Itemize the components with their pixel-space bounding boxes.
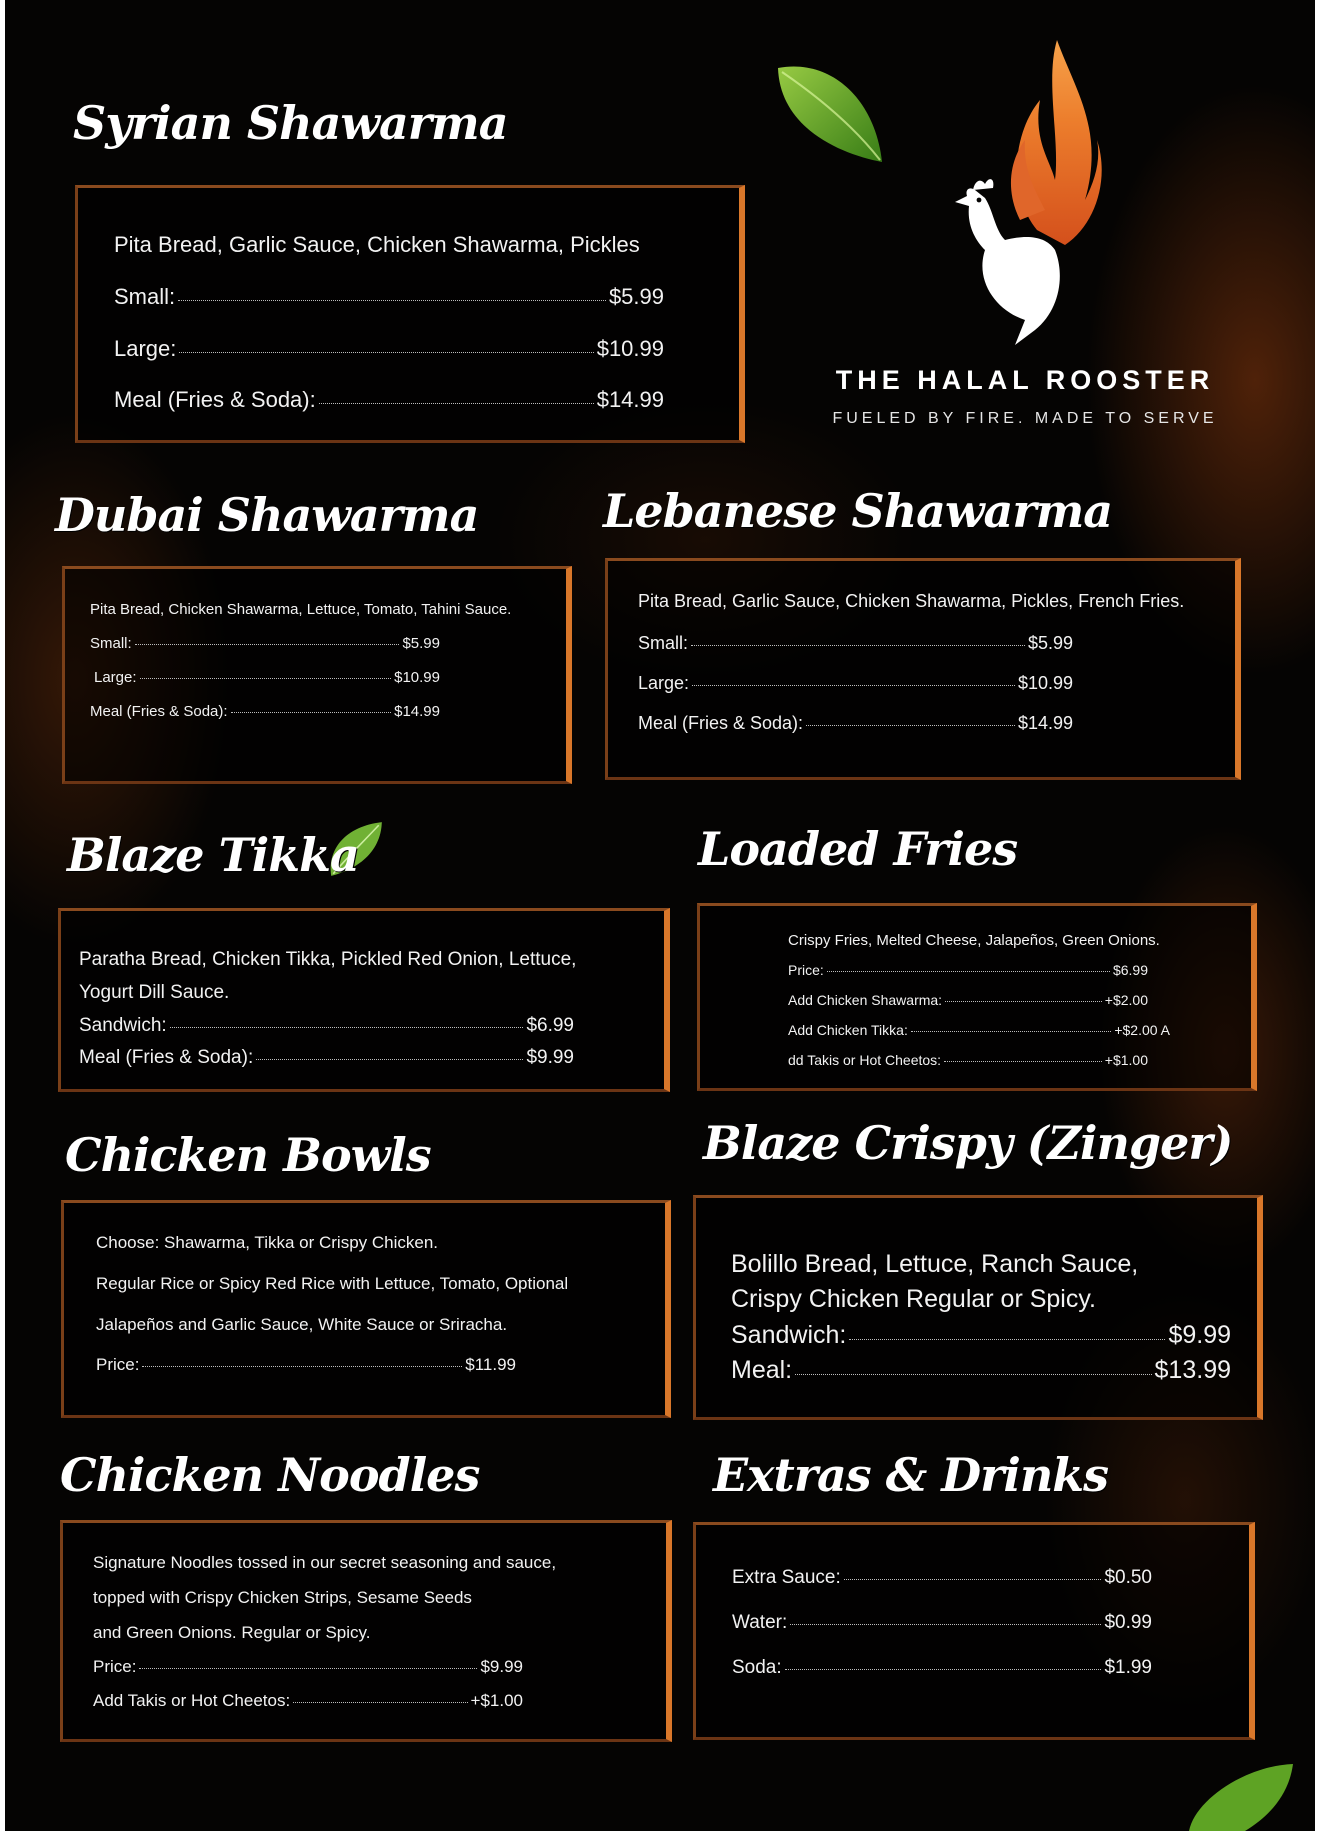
price-value: $10.99 — [596, 336, 664, 361]
price-label: Meal (Fries & Soda): — [114, 387, 316, 412]
price-row — [731, 1356, 1231, 1385]
menu-box-extras — [693, 1522, 1255, 1740]
price-label: Add Takis or Hot Cheetos: — [93, 1691, 291, 1710]
price-row — [731, 1321, 1231, 1350]
dot-leader — [170, 1027, 524, 1028]
price-row — [114, 336, 664, 362]
section-title-zinger: Blaze Crispy (Zinger) — [703, 1116, 1233, 1170]
price-value: $0.99 — [1104, 1612, 1152, 1633]
price-row — [93, 1657, 523, 1677]
item-description: Pita Bread, Garlic Sauce, Chicken Shawarma, Pickles — [114, 232, 640, 257]
price-value: $5.99 — [1027, 633, 1073, 653]
section-title-dubai: Dubai Shawarma — [55, 488, 479, 542]
price-value: $14.99 — [1017, 713, 1073, 733]
price-value: $0.50 — [1104, 1567, 1152, 1588]
section-title-noodles: Chicken Noodles — [60, 1448, 480, 1502]
item-description: Choose: Shawarma, Tikka or Crispy Chicken. — [96, 1233, 439, 1252]
price-label: Price: — [96, 1355, 140, 1374]
section-title-syrian: Syrian Shawarma — [73, 96, 508, 150]
menu-box-dubai — [62, 566, 572, 784]
dot-leader — [179, 352, 593, 353]
price-value: $5.99 — [608, 284, 664, 309]
dot-leader — [178, 300, 606, 301]
brand-block — [805, 30, 1245, 440]
dot-leader — [135, 644, 400, 645]
dot-leader — [319, 403, 594, 404]
price-value: +$2.00 — [1104, 992, 1148, 1008]
price-label: Meal (Fries & Soda): — [638, 713, 804, 733]
menu-box-lebanese — [605, 558, 1241, 780]
item-description: Jalapeños and Garlic Sauce, White Sauce or Sriracha. — [96, 1315, 508, 1334]
dot-leader — [911, 1031, 1111, 1032]
dot-leader — [806, 725, 1015, 726]
price-label: Meal (Fries & Soda): — [90, 703, 228, 720]
price-row — [90, 635, 440, 652]
dot-leader — [140, 678, 392, 679]
price-label: Meal: — [731, 1356, 793, 1384]
dot-leader — [142, 1366, 462, 1367]
price-label: dd Takis or Hot Cheetos: — [788, 1052, 942, 1068]
price-value: $6.99 — [526, 1015, 574, 1036]
price-value: $9.99 — [1168, 1321, 1231, 1349]
section-title-bowls: Chicken Bowls — [65, 1128, 431, 1182]
price-row — [638, 673, 1073, 694]
price-label: Extra Sauce: — [732, 1567, 841, 1588]
price-row — [114, 387, 664, 413]
price-value: $9.99 — [526, 1047, 574, 1068]
section-title-extras: Extras & Drinks — [713, 1448, 1109, 1502]
price-row — [788, 1052, 1148, 1068]
price-label: Small: — [90, 635, 132, 652]
price-row — [638, 713, 1073, 734]
dot-leader — [785, 1669, 1102, 1670]
price-label: Large: — [114, 336, 177, 361]
price-label: Price: — [788, 962, 824, 978]
brand-name: THE HALAL ROOSTER — [835, 365, 1215, 395]
item-description: Pita Bread, Chicken Shawarma, Lettuce, Tomato, Tahini Sauce. — [90, 601, 512, 618]
item-description: Regular Rice or Spicy Red Rice with Lettuce, Tomato, Optional — [96, 1274, 569, 1293]
price-row — [732, 1657, 1152, 1679]
dot-leader — [256, 1059, 523, 1060]
dot-leader — [945, 1001, 1102, 1002]
price-value: $14.99 — [394, 703, 440, 720]
menu-box-fries — [697, 903, 1257, 1091]
item-description: Signature Noodles tossed in our secret seasoning and sauce, — [93, 1553, 557, 1572]
price-label: Sandwich: — [731, 1321, 847, 1349]
menu-box-syrian — [75, 185, 745, 443]
dot-leader — [139, 1668, 477, 1669]
menu-box-tikka — [58, 908, 670, 1092]
price-label: Water: — [732, 1612, 788, 1633]
section-title-fries: Loaded Fries — [698, 822, 1018, 876]
price-row — [732, 1567, 1152, 1589]
item-description: Bolillo Bread, Lettuce, Ranch Sauce, — [731, 1250, 1139, 1278]
leaf-icon — [1185, 1760, 1295, 1831]
price-label: Large: — [94, 669, 137, 686]
price-label: Price: — [93, 1657, 137, 1676]
rooster-flame-logo — [945, 40, 1105, 350]
price-row — [79, 1015, 574, 1037]
price-value: +$1.00 — [1104, 1052, 1148, 1068]
price-value: $11.99 — [465, 1355, 516, 1374]
dot-leader — [844, 1579, 1102, 1580]
price-label: Sandwich: — [79, 1015, 167, 1036]
menu-box-zinger — [693, 1195, 1263, 1420]
price-row — [93, 1691, 523, 1711]
price-row — [788, 1022, 1170, 1038]
menu-page — [5, 0, 1315, 1831]
price-row — [788, 962, 1148, 978]
price-value: $10.99 — [1017, 673, 1073, 693]
dot-leader — [691, 645, 1025, 646]
price-value: $6.99 — [1112, 962, 1148, 978]
price-label: Large: — [638, 673, 690, 693]
price-value: +$1.00 — [470, 1691, 523, 1710]
dot-leader — [231, 712, 392, 713]
item-description: topped with Crispy Chicken Strips, Sesame Seeds — [93, 1588, 472, 1607]
item-description: Crispy Fries, Melted Cheese, Jalapeños, Green Onions. — [788, 932, 1160, 949]
price-value: $5.99 — [402, 635, 440, 652]
dot-leader — [827, 971, 1110, 972]
price-value: $14.99 — [596, 387, 664, 412]
price-label: Soda: — [732, 1657, 782, 1678]
price-row — [94, 669, 440, 686]
price-label: Add Chicken Tikka: — [788, 1022, 908, 1038]
price-value: $9.99 — [480, 1657, 523, 1676]
section-title-tikka: Blaze Tikka — [67, 828, 359, 882]
menu-box-bowls — [61, 1200, 671, 1418]
dot-leader — [944, 1061, 1102, 1062]
dot-leader — [293, 1702, 467, 1703]
dot-leader — [790, 1624, 1101, 1625]
brand-tagline: FUELED BY FIRE. MADE TO SERVE — [832, 410, 1218, 427]
dot-leader — [692, 685, 1015, 686]
price-value: $13.99 — [1154, 1356, 1231, 1384]
price-row — [79, 1047, 574, 1069]
price-row — [114, 284, 664, 310]
price-value: +$2.00 A — [1114, 1022, 1170, 1038]
price-row — [732, 1612, 1152, 1634]
price-row — [788, 992, 1148, 1008]
price-row — [638, 633, 1073, 654]
item-description: Paratha Bread, Chicken Tikka, Pickled Red Onion, Lettuce, — [79, 949, 577, 970]
price-row — [90, 703, 440, 720]
price-label: Add Chicken Shawarma: — [788, 992, 943, 1008]
dot-leader — [795, 1374, 1151, 1375]
item-description: Crispy Chicken Regular or Spicy. — [731, 1285, 1096, 1313]
price-label: Small: — [638, 633, 689, 653]
item-description: and Green Onions. Regular or Spicy. — [93, 1623, 371, 1642]
menu-box-noodles — [60, 1520, 672, 1742]
price-value: $1.99 — [1104, 1657, 1152, 1678]
item-description: Pita Bread, Garlic Sauce, Chicken Shawarma, Pickles, French Fries. — [638, 591, 1185, 611]
dot-leader — [849, 1339, 1165, 1340]
price-label: Meal (Fries & Soda): — [79, 1047, 254, 1068]
price-row — [96, 1355, 516, 1375]
price-value: $10.99 — [394, 669, 440, 686]
price-label: Small: — [114, 284, 176, 309]
section-title-lebanese: Lebanese Shawarma — [603, 484, 1113, 538]
item-description: Yogurt Dill Sauce. — [79, 982, 230, 1003]
